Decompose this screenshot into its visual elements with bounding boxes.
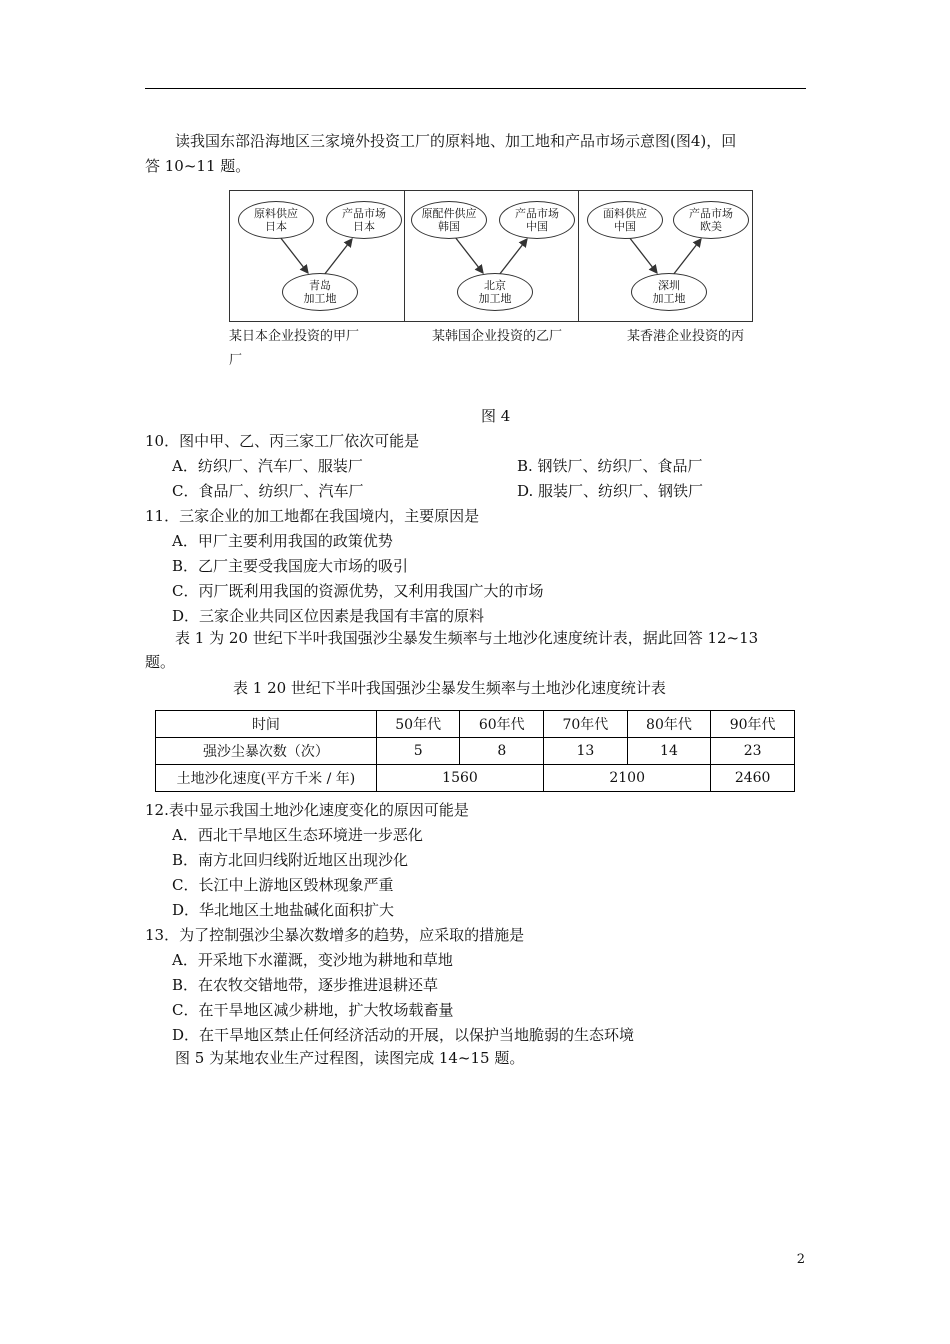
table-cell: 土地沙化速度(平方千米 / 年): [156, 765, 377, 792]
product-market-bubble: 产品市场 欧美: [673, 201, 749, 239]
figure-label: 图 4: [481, 407, 511, 425]
processing-site-bubble: 青岛 加工地: [282, 273, 358, 311]
table-cell: 13: [544, 738, 628, 765]
product-market-bubble: 产品市场 中国: [499, 201, 575, 239]
page-number: 2: [796, 1252, 805, 1267]
table-intro-line1: 表 1 为 20 世纪下半叶我国强沙尘暴发生频率与土地沙化速度统计表，据此回答 12~13: [175, 629, 759, 647]
header-rule: [145, 88, 806, 89]
panel-caption-bing: 某香港企业投资的丙: [627, 329, 745, 344]
table-cell: 1560: [376, 765, 543, 792]
question-13-option-b: B．在农牧交错地带，逐步推进退耕还草: [172, 976, 439, 994]
processing-site-bubble: 北京 加工地: [457, 273, 533, 311]
figure-4: [229, 190, 753, 322]
fabric-supply-bubble: 面料供应 中国: [587, 201, 663, 239]
question-12-option-c: C．长江中上游地区毁林现象严重: [172, 876, 394, 894]
table-cell: 强沙尘暴次数（次）: [156, 738, 377, 765]
table-cell: 60年代: [460, 711, 544, 738]
question-10-option-c: C．食品厂、纺织厂、汽车厂: [172, 482, 364, 500]
product-market-bubble: 产品市场 日本: [326, 201, 402, 239]
figure-5-intro: 图 5 为某地农业生产过程图，读图完成 14~15 题。: [175, 1049, 525, 1067]
table-intro-line2: 题。: [145, 653, 176, 671]
table-title: 表 1 20 世纪下半叶我国强沙尘暴发生频率与土地沙化速度统计表: [233, 679, 666, 697]
figure-panel-bing: [578, 191, 753, 321]
table-cell: 8: [460, 738, 544, 765]
question-11-option-d: D．三家企业共同区位因素是我国有丰富的原料: [172, 607, 485, 625]
question-12-option-d: D．华北地区土地盐碱化面积扩大: [172, 901, 395, 919]
table-row: [156, 765, 795, 792]
question-10-option-b: B. 钢铁厂、纺织厂、食品厂: [517, 457, 703, 475]
panel-caption-jia-wrap: 厂: [229, 353, 243, 368]
table-cell: 23: [711, 738, 795, 765]
question-12-option-a: A．西北干旱地区生态环境进一步恶化: [172, 826, 423, 844]
question-10-stem: 10．图中甲、乙、丙三家工厂依次可能是: [145, 432, 420, 450]
question-11-stem: 11．三家企业的加工地都在我国境内，主要原因是: [145, 507, 480, 525]
table-cell: 50年代: [376, 711, 460, 738]
table-cell: 14: [627, 738, 711, 765]
figure-panel-jia: [230, 191, 404, 321]
panel-caption-yi: 某韩国企业投资的乙厂: [432, 329, 563, 344]
question-13-option-d: D．在干旱地区禁止任何经济活动的开展，以保护当地脆弱的生态环境: [172, 1026, 635, 1044]
table-cell: 70年代: [544, 711, 628, 738]
table-cell: 时间: [156, 711, 377, 738]
table-cell: 90年代: [711, 711, 795, 738]
question-10-option-a: A．纺织厂、汽车厂、服装厂: [172, 457, 363, 475]
question-11-option-a: A．甲厂主要利用我国的政策优势: [172, 532, 393, 550]
table-cell: 5: [376, 738, 460, 765]
question-11-option-c: C．丙厂既利用我国的资源优势，又利用我国广大的市场: [172, 582, 544, 600]
table-row: [156, 738, 795, 765]
statistics-table: [155, 710, 795, 792]
question-13-option-a: A．开采地下水灌溉，变沙地为耕地和草地: [172, 951, 453, 969]
parts-supply-bubble: 原配件供应 韩国: [411, 201, 487, 239]
panel-caption-jia: 某日本企业投资的甲厂: [229, 329, 360, 344]
raw-material-supply-bubble: 原料供应 日本: [238, 201, 314, 239]
table-cell: 2460: [711, 765, 795, 792]
table-row: [156, 711, 795, 738]
question-13-stem: 13．为了控制强沙尘暴次数增多的趋势，应采取的措施是: [145, 926, 525, 944]
table-cell: 80年代: [627, 711, 711, 738]
figure-panel-yi: [404, 191, 579, 321]
question-11-option-b: B．乙厂主要受我国庞大市场的吸引: [172, 557, 409, 575]
question-12-option-b: B．南方北回归线附近地区出现沙化: [172, 851, 409, 869]
question-10-option-d: D. 服装厂、纺织厂、钢铁厂: [517, 482, 704, 500]
processing-site-bubble: 深圳 加工地: [631, 273, 707, 311]
table-cell: 2100: [544, 765, 711, 792]
question-13-option-c: C．在干旱地区减少耕地，扩大牧场载畜量: [172, 1001, 454, 1019]
intro-paragraph-line1: 读我国东部沿海地区三家境外投资工厂的原料地、加工地和产品市场示意图(图4)，回: [175, 132, 737, 150]
intro-paragraph-line2: 答 10~11 题。: [145, 157, 251, 175]
question-12-stem: 12.表中显示我国土地沙化速度变化的原因可能是: [145, 801, 469, 819]
